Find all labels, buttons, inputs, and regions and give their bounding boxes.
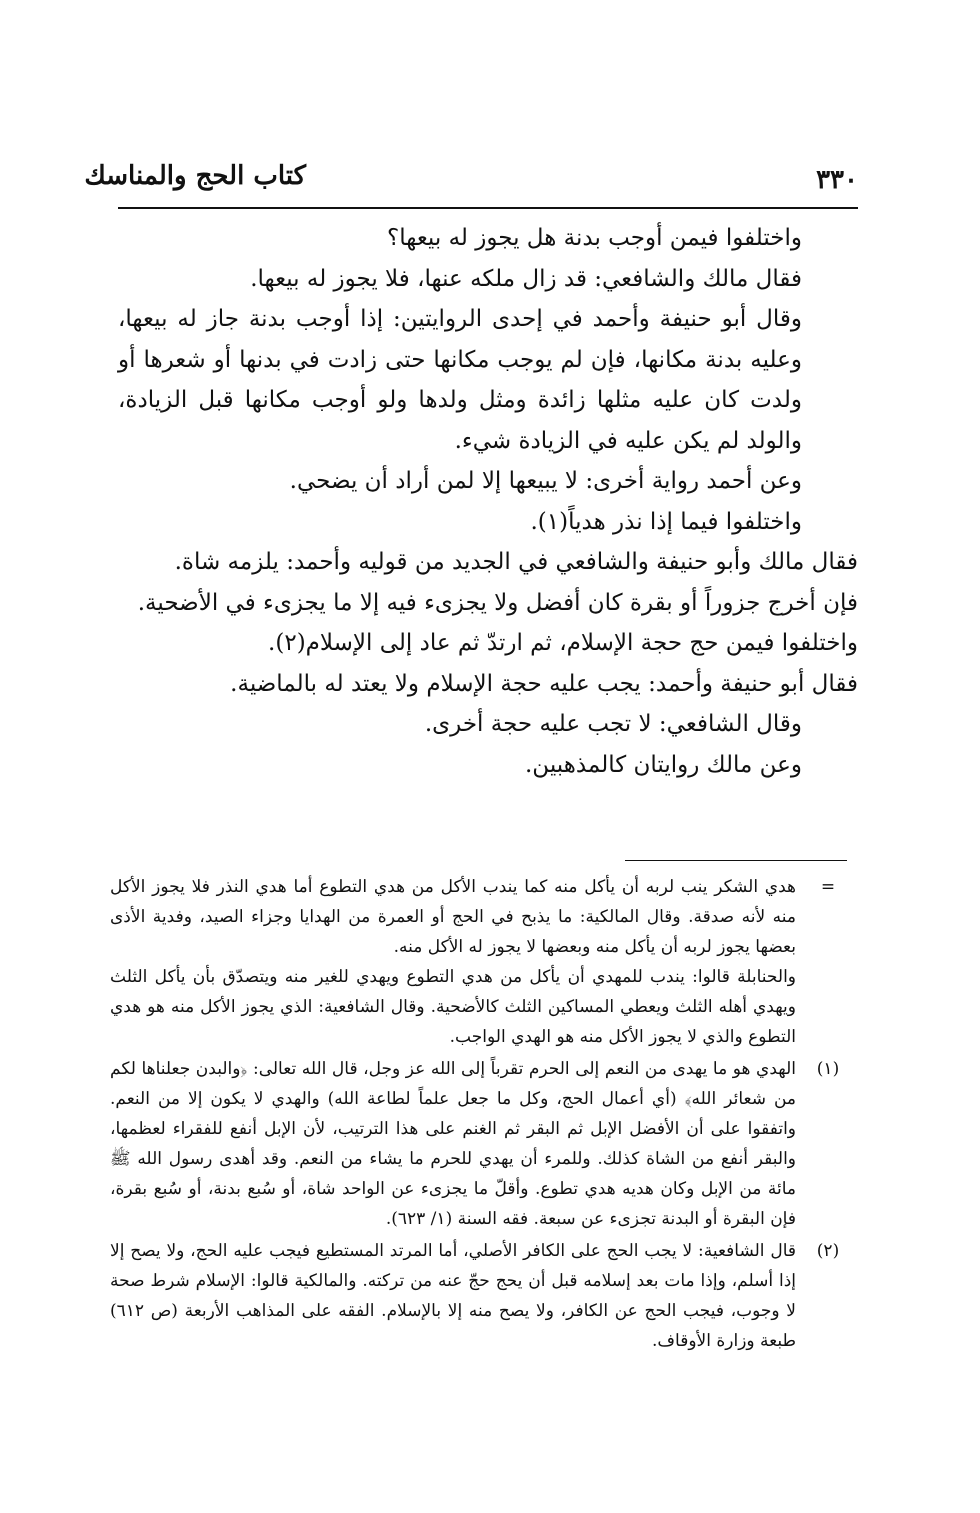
body-paragraph: واختلفوا فيمن أوجب بدنة هل يجوز له بيعها؟ (387, 225, 802, 251)
main-text (118, 218, 858, 785)
body-paragraph: فقال أبو حنيفة وأحمد: يجب عليه حجة الإسلام ولا يعتد له بالماضية. (230, 670, 858, 697)
footnote-marker: (١) (816, 1059, 840, 1079)
body-paragraph: فقال مالك وأبو حنيفة والشافعي في الجديد من قوليه وأحمد: يلزمه شاة. (174, 549, 858, 575)
body-paragraph: فقال مالك والشافعي: قد زال ملكه عنها، فلا يجوز له بيعها. (250, 265, 802, 292)
body-paragraph: وعن أحمد رواية أخرى: لا يبيعها إلا لمن أراد أن يضحي. (289, 468, 802, 494)
footnote-paragraph: الهدي هو ما يهدى من النعم إلى الحرم تقرباً إلى الله عز وجل، قال الله تعالى: ﴿والبدن جعلناها لكم من شعائر الله﴾ (أي أعمال الحج، وكل ما جعل علماً لطاعة الله) والهدي لا يكون إلا من النعم. واتفقوا على أن الأفضل الإبل ثم البقر ثم الغنم على هذا الترتيب، لأن الإبل أنفع للفقراء لعظمها، والبقر أنفع من الشاة كذلك. وللمرء أن يهدي للحرم ما يشاء من النعم. وقد أهدى رسول الله ﷺ مائة من الإبل وكان هديه هدي تطوع. وأقلّ ما يجزىء عن الواحد شاة، أو سُبع بدنة، أو سُبع بقرة، فإن البقرة أو البدنة تجزىء عن سبعة. فقه السنة (١/ ٦٢٣). (110, 1059, 796, 1229)
footnote-paragraph: قال الشافعية: لا يجب الحج على الكافر الأصلي، أما المرتد المستطيع فيجب عليه الحج، ولا يصح إلا إذا أسلم، وإذا مات بعد إسلامه قبل أن يحج حجّ عنه من تركته. والمالكية قالوا: الإسلام شرط صحة لا وجوب، فيجب الحج عن الكافر، ولا يصح منه إلا بالإسلام. الفقه على المذاهب الأربعة (ص ٦١٢) طبعة وزارة الأوقاف. (110, 1241, 796, 1351)
body-paragraph: وقال أبو حنيفة وأحمد في إحدى الروايتين: إذا أوجب بدنة جاز له بيعها، وعليه بدنة مكانها، فإن لم يوجب مكانها حتى زادت في بدنها أو شعرها أو ولدت كان عليه مثلها زائدة ومثل ولدها ولو أوجب مكانها قبل الزيادة، والولد لم يكن عليه في الزيادة شيء. (118, 306, 802, 454)
footnote-marker: (٢) (816, 1241, 840, 1261)
body-paragraph: واختلفوا فيمن حج حجة الإسلام، ثم ارتدّ ثم عاد إلى الإسلام(٢). (268, 630, 858, 656)
footnote-paragraph: والحنابلة قالوا: يندب للمهدي أن يأكل من هدي التطوع ويهدي للغير منه ويتصدّق بأن يأكل الثلث ويهدي أهله الثلث ويعطي المساكين الثلث كالأضحية. وقال الشافعية: الذي يجوز الأكل منه هو هدي التطوع والذي لا يجوز الأكل منه هو الهدي الواجب. (110, 967, 796, 1047)
body-paragraph: فإن أخرج جزوراً أو بقرة كان أفضل ولا يجزىء فيه إلا ما يجزىء في الأضحية. (137, 589, 858, 616)
footnote-continuation (110, 872, 850, 1052)
footnote-paragraph: هدي الشكر ينب لربه أن يأكل منه كما يندب الأكل من هدي التطوع أما هدي النذر فلا يجوز الأكل منه لأنه صدقة. وقال المالكية: ما يذبح في الحج أو العمرة من الهدايا وجزاء الصيد، وفدية الأذى بعضها يجوز لربه أن يأكل منه وبعضها لا يجوز له الأكل منه. (110, 877, 796, 957)
page-number: ٣٣٠ (816, 165, 858, 195)
footnotes (110, 872, 850, 1358)
body-paragraph: وعن مالك روايتان كالمذهبين. (525, 751, 802, 778)
running-title: كتاب الحج والمناسك (84, 161, 306, 191)
page-header (84, 155, 858, 209)
body-paragraph: واختلفوا فيما إذا نذر هدياً(١). (530, 508, 802, 535)
footnote-2 (110, 1236, 850, 1356)
footnote-separator (625, 860, 847, 861)
footnote-1 (110, 1054, 850, 1234)
body-paragraph: وقال الشافعي: لا تجب عليه حجة أخرى. (424, 711, 802, 737)
footnote-marker: = (820, 877, 836, 897)
